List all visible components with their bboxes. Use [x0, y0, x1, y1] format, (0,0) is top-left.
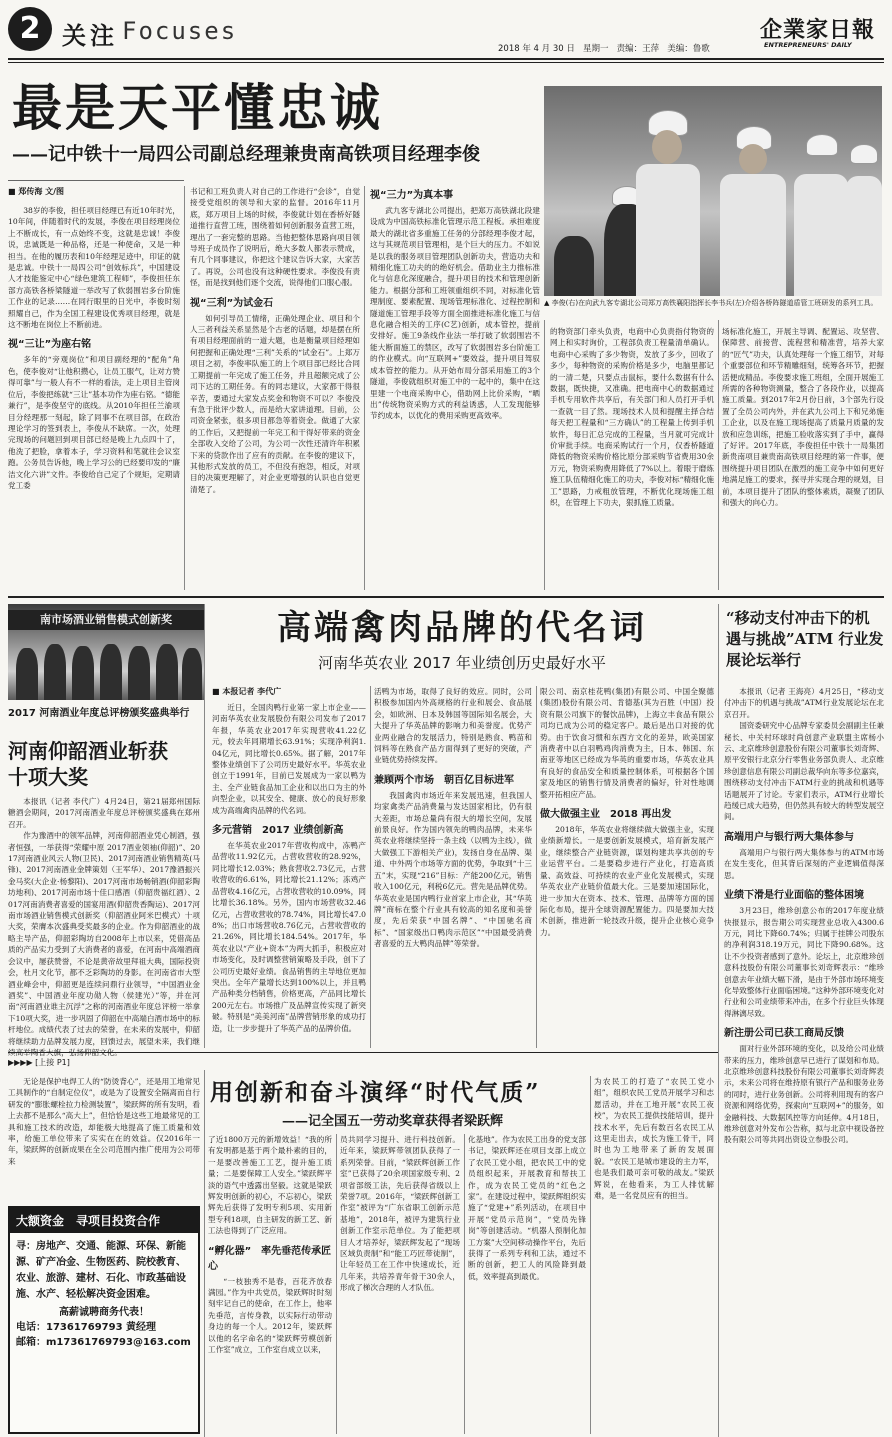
liquor-body [8, 796, 200, 1046]
labor-col-0 [8, 1076, 200, 1198]
poultry-col3-text: 限公司、南京桂花鸭(集团)有限公司、中国全聚德(集团)股份有限公司、肯德基(其为百胜（中国）投资有限公司旗下的餐饮品牌)，上海立丰食品有限公司均已成为公司的稳定客户。最后是出口对接的优势。由于饮食习惯和东西方文化的差异，欧美国家消费者中以白羽鸭鸡肉消费为主，日本、韩国、东南亚等地区已经成为华英的重要市场，华英农业具有良好的食品安全和质量控制体系，可根据各个国家及地区的销售行情及消费者的偏好，针对性地调整开拓相应产品。 [540, 687, 714, 799]
lead-subhead-3: 视“三力”为真本事 [370, 190, 454, 201]
labor-col2-text: 员共同学习提升、进行科技创新。近年来，梁跃辉带领团队获得了一系列荣誉。目前，“梁跃辉创新工作室”已获得了20余项国家级专利、2项省部级工法，先后获得省级以上荣誉7项。2016年，“梁跃辉创新工作室”被评为“广东省职工创新示范基地”，2018年，被评为建筑行业创新工作室示范单位。为了能把项目人才培养好，梁跃辉发起了“现场区域负责制”和“能工巧匠带徒制”，让年轻员工在工作中快速成长，近几年来，共培养青年骨干30余人，形成了梯次合理的人才队伍。 [340, 1135, 460, 1293]
ad-tagline: 高薪诚聘商务代表！ [59, 1307, 149, 1318]
shirt-shape [846, 176, 882, 296]
lead-byline: ■ 郑传海 文/图 [8, 187, 65, 196]
section-title-cn: 关注 [62, 22, 118, 50]
helmet-shape [806, 134, 838, 156]
newspaper-logo: 企業家日報 [760, 17, 876, 43]
byline-rule [8, 180, 184, 181]
atm-text-4: 面对行业外部环境的变化，以及给公司业绩带来的压力，维珍创意早已进行了谋划和布局。北京维珍创意科技股份有限公司董事长刘奇辉表示，未来公司将在维持原有银行产品和服务业务的同时，进行业务创新。公司将利用现有的客户资源和网络优势，探索向“互联网+”的服务，如金融科技、大数据风控等方向延伸。4月18日，维珍创意对外发布公告称，拟与北京中视设备控股有限公司等共同出资设立参股公司。 [724, 1044, 884, 1145]
person-shape [182, 648, 202, 700]
header-rule [8, 58, 884, 60]
column-rule [204, 604, 205, 1048]
labor-title: 用创新和奋斗演绎“时代气质” [210, 1079, 541, 1106]
atm-text-2: 高端用户与银行两大集体参与的ATM市场在发生变化，但其背后深刻的产业逻辑值得深思。 [724, 847, 884, 880]
column-rule [464, 1134, 465, 1434]
column-rule [204, 1070, 205, 1437]
shirt-shape [636, 164, 700, 296]
atm-title: “移动支付冲击下的机遇与挑战”ATM 行业发展论坛举行 [726, 609, 884, 669]
poultry-subhead-2: 兼顾两个市场 朝百亿目标进军 [374, 774, 514, 786]
liquor-award-photo [8, 604, 204, 700]
labor-col3-text: 化基地”。作为农民工出身的党支部书记，梁跃辉还在项目支部上成立了农民工党小组，把农民工中的党员组织起来，开展教育和帮扶工作，成为农民工党员的“红色之家”。在建设过程中，梁跃辉组织实施了“党建+”系列活动，在项目中开展“党员示范岗”，“党员先锋岗”等创建活动。“机器人预制化加工方案”大空间移动操作平台，先后获得了一系列专利和工法，通过不断的创新，把工人的风险降到最低，效率提高到最优。 [468, 1135, 586, 1281]
column-rule [364, 186, 365, 590]
liquor-text: 作为豫酒中的领军品牌，河南仰韶酒业凭心制酒，强者恒强，一举获得“荣耀中原 2017酒业领袖(仰韶)”、2017河南酒业风云人物(卫民)、2017河南酒业销售精英(马锋)、2017河南酒业金牌策划（王军华）、2017豫酒振兴金马奖(大企业·杨黎阳)、2017河南市场畅销酒(仰韶彩陶坊地利)、2017河南市场十佳口感酒（仰韶贵福红酒）、2017河南消费者喜爱的国宴用酒(仰韶贵香陶运)、2017河南市场酒业销售模式创新奖（仰韶酒业阿米巴模式）十项大奖，荣膺本次盛典受奖最多的企业。作为仰韶酒业的战略主导产品，仰韶彩陶坊自2008年上市以来，凭借高品质的产品实力受到了大消费者的喜爱，在河南中高端酒商会议中，屡获赞誉，不论是黄帝故里拜祖大典，国际投资会，杜月文化节，都不乏彩陶坊的身影。在河南省市大型酒业峰会中，仰韶更是连续问鼎行业领导，“中国酒业金酒奖”、中国酒业年度功勋人物（侯建光）”等，并在河南“河南酒业谁主沉浮”之称的河南酒业年度总评榜一举拿下10项大奖，进一步巩固了仰韶在中高端白酒市场中的标杆地位。成绩代表了过去的荣誉，在未来的发展中，仰韶将继续助力品牌发展力度，回馈过去，展望未来，我们继 [8, 831, 200, 1046]
section-title-en: Focuses [122, 17, 238, 45]
atm-subhead-1: 高端用户与银行两大集体参与 [724, 831, 854, 843]
poultry-col2-text-2: 我国禽肉市场近年来发展迅速，但我国人均家禽类产品消费量与发达国家相比，仍有很大差距，市场总量尚有很大的增长空间，发展前景良好。作为国内领先的鸭肉品牌，未来华英农业将继续坚持一条主线（以鸭为主线），做大做强工下游相关产业)，发扬自身在品牌、渠道、中外两个市场等方面的优势，争取到“十三五”末，实现“216”目标：产能200亿元，销售收入100亿元，利税6亿元。营先是品牌优势。华英农业是国内鸭行业首家上市企业，其“华英牌”商标在整个行业具有较高的知名度和美誉度，先后荣获“中国名牌”、“中国驰名商标”、“国家级出口鸭肉示范区”“中国最受消费者喜爱的五大鸭肉品牌”等荣誉。 [374, 790, 532, 949]
poultry-col-1 [212, 702, 366, 1048]
poultry-col3-text-2: 2018年，华英农业将继续做大做强主业，实现业绩新增长。一是要创新发展模式，培育新发展产业，继续整合产业链资源，谋划构建共享共创的专业运营平台。二是要稳步进行产业化，打造高质量、高效益、可持续的农业产业化发展模式，实现华英农业产业链价值最大化。三是要加速国际化，进一步加大在资本、技术、管理、品牌等方面的国际化布局，提升全球资源配置能力。四是要加大技术创新，推进新一轮技改升级，提升企业核心竞争力。 [540, 825, 714, 937]
poultry-col-2 [374, 686, 532, 1048]
atm-byline: 本报讯（记者 王海亮）4月25日，“移动支付冲击下的机遇与挑战”ATM行业发展论坛在北京召开。 [724, 687, 884, 719]
issue-weekday: 星期一 [582, 44, 609, 54]
section-rule [8, 1052, 718, 1053]
liquor-byline: 本报讯（记者 李代广）4月24日，第21届郑州国际糖酒会期间，2017河南酒业年度总评榜颁奖盛典在郑州召开。 [8, 797, 200, 829]
person-shape [100, 644, 122, 700]
lead-subhead-1: 视“三让”为座右铭 [8, 339, 92, 351]
shirt-shape [720, 174, 786, 296]
lead-col2-text: 书记和工班负责人对自己的工作进行“会诊”，自觉接受党组织的领导和大家的监督。2016年11月底，郑万项目上场的时候，李俊就计划在香桥好隧道推行直营工班，围绕着如何创新服务直营工班，理出了一套完整的思路。当他把整体思路向项目领导班子成员作了说明后，绝大多数人都表示赞成，有几个同事建议，你把这个建议告诉大家，大家苦了。再说，公司也没有这种硬性要求。李俊没有责怪，而是找到他们逐个交流，说得他们口服心服。 [190, 187, 360, 288]
head-shape [739, 144, 767, 174]
lead-title: 最是天平懂忠诚 [12, 78, 383, 137]
poultry-subhead-3: 做大做强主业 2018 再出发 [540, 809, 672, 821]
person-shape [128, 646, 150, 700]
poultry-title: 高端禽肉品牌的代名词 [277, 608, 647, 648]
header-meta [498, 42, 710, 54]
labor-col-4 [594, 1076, 714, 1432]
lead-col3-text: 武九客专湖北公司提出，把郑万高铁湖北段建设成为中国高铁标准化管理示范工程板。承担难度最大的湖北省多重施工任务的分部经理李俊才起，这与其规范项目管理相，是个巨大的压力。不如说是以我的服务项目管理团队创新功夫，营造功夫和精细化施工功夫的的绝好机会。借助业主力推标准化与信息化深度融合，提升项目的技术和管理创新能力。根据分部和工班领重组织不同，对标准化管理制度、要素配置、现场管理标准化、过程控制和隧道施工管理手段等方面全面推进标准化施工与信息化融合相关的工序(C艺)创新，成本管控，提前安排好。施工9条线作业法一举打破了软弱围岩不能大断面施工的禁区，改写了软弱围岩多台阶施工的作业模式。向“互联网+”要效益，提升项目驾驭成本管控的能力。从开始布局分部采用施工的3个隧道，李俊就组织对施工中的一起中的，集中在这里建一个电商采购中心，借助网上比价采购，“晒出”传统物资采购方式的利益诱惑，人工发现能够节约成本，以优化的费用采购更高效率。 [370, 206, 540, 421]
column-rule [718, 320, 719, 590]
labor-col-2 [340, 1134, 460, 1432]
atm-subhead-3: 新注册公司已获工商局反馈 [724, 1028, 844, 1040]
labor-col1-text: 了近1800万元的新增效益！“我的所有发明都是基于两个最朴素的目的，一是要改善施工工艺，提升施工质量；二是要保障工人安全。”梁跃辉平淡的语气中透露出坚毅。这就是梁跃辉发明创新的初心，不忘初心，梁跃辉先后获得了发明专利5项、实用新型专利18项，自主研发的新工艺、新工法也得到了广泛应用。 [208, 1135, 332, 1236]
atm-body [724, 686, 884, 1432]
poultry-col1-text-2: 在华英农业2017年营收构成中，冻鸭产品营收11.92亿元，占营收营收的28.92%，同比增长12.03%；熟食营收2.73亿元，占营收营收的6.61%，同比增长21.12%；冻鸡产品营收4.16亿元，占营收营收的10.09%，同比增长36.18%。另外，国内市场营收32.46亿元，占营收营收的78.74%，同比增长47.08%；出口市场营收8.76亿元，占营收营收的21.26%，同比增长184.54%。2017年，华英农业以“产业+资本”为两大抓手，积极应对市场变化，及时调整营销策略及手段，创下了公司历史最好业绩。食品销售的主导地位更加突出。全年产量增长达到100%以上，并且鸭产品种类分档销售，价格更高，产品同比增长200元左右。市场推广及品牌宣传实现了新突破。特别是“美美河南”品牌营销形象的成功打造，让一步步提升了华英产品的品牌价值。 [212, 841, 366, 1033]
labor-subhead-1: “孵化器” 率先垂范传承匠心 [208, 1245, 332, 1272]
person-shape [44, 644, 66, 700]
atm-subhead-2: 业绩下滑是行业面临的整体困境 [724, 890, 864, 902]
labor-col1-text-2: “一枝独秀不是春，百花齐放春满园。”作为中共党员，梁跃辉时时刻刻牢记自己的使命，在工作上，他率先垂范，言传身教，以实际行动带动身边的每一个人。2012年，梁跃辉以他的名字命名的“梁跃辉劳模创新工作室”成立，工作室自成立以来， [208, 1276, 332, 1355]
designer: 美编：鲁歌 [667, 44, 710, 54]
poultry-subtitle: 河南华英农业 2017 年业绩创历史最好水平 [318, 654, 606, 672]
column-rule [370, 686, 371, 1048]
poultry-subhead-1: 多元营销 2017 业绩创新高 [212, 825, 344, 837]
award-banner: 南市场酒业销售模式创新奖 [8, 610, 204, 630]
lead-subtitle: ——记中铁十一局四公司副总经理兼贵南高铁项目经理李俊 [12, 144, 480, 165]
person-shape [72, 646, 94, 700]
liquor-kicker: 2017 河南酒业年度总评榜颁奖盛典举行 [8, 708, 190, 719]
labor-col4-text: 为农民工的打造了“农民工党小组”，组织农民工党员开展学习和志愿活动，并在工地开展“农民工夜校”，为农民工提供技能培训，提升技术水平，先后有数百名农民工从这里走出去，成长为施工骨干，同时也为工地带来了新的发展面貌。“农民工是城市建设的主力军，也是我们最可亲可敬的战友。”梁跃辉说，在他看来，为工人排忧解难，是一名党员应有的担当。 [594, 1077, 714, 1201]
column-rule [336, 1134, 337, 1434]
continued-label: [上接 P1] [35, 1058, 70, 1067]
ad-email[interactable]: 邮箱：m17361769793@163.com [16, 1337, 191, 1348]
poultry-byline: ■ 本报记者 李代广 [212, 687, 282, 696]
column-rule [184, 186, 185, 590]
lead-photo [544, 86, 882, 296]
atm-text-3: 3月23日，维珍创意公布的2017年度业绩快报显示，报告期公司实现营业总收入4300.6万元，同比下降60.74%；归属于挂牌公司股东的净利润318.19万元，同比下降90.68%。这让不少投资者感到了意外。论坛上，北京维珍创意科技股份有限公司董事长刘奇辉表示：“维珍创意去年业绩大幅下滑，是由于外部市场环境变化导致整体行业面临困境。”这种外部环境变化对行业和公司业绩带来冲击，在多个行业巨头体现得淋漓尽致。 [724, 906, 884, 1018]
poultry-col-3 [540, 686, 714, 1048]
column-rule [590, 1076, 591, 1434]
newspaper-logo-en: ENTREPRENEURS' DAILY [764, 41, 852, 49]
lead-col1-text: 38岁的李俊，担任项目经理已有近10年时光，10年间，伴随着时代的发展，李俊在项目经理岗位上不断成长，有一点始终不变，这就是忠诚！李俊说，忠诚既是一种品格，还是一种使命，又是一种担当。在他的履历表和10年经理足迹中，印证的就是忠诚。中铁十一局四公司“创效标兵”，中国建设人才技能鉴定中心“绿色建筑工程师”，李俊担任东部方高铁各桥梁隧道一举改写了软弱围岩多台阶施工作业的记录……在同行眼里的日光中，李俊时刻照耀自己，作为全国工程建设优秀项目经理，就是这不断地在岗位上不断前进。 [8, 206, 180, 330]
ad-title: 大额资金 寻项目投资合作 [10, 1208, 198, 1233]
person-shape [156, 644, 178, 700]
lead-col-3 [370, 186, 540, 590]
play-icon: ▶▶▶▶ [8, 1058, 33, 1067]
lead-col-1 [8, 205, 180, 590]
editor: 责编：王萍 [616, 44, 660, 54]
person-shape [16, 648, 38, 700]
person-shape [554, 236, 594, 296]
poultry-col1-text: 近日，全国肉鸭行业第一家上市企业——河南华英农业发展股份有限公司发布了2017年报，华英农业2017年实现营收41.22亿元，较去年同期增长63.91%；实现净利润1.04亿元，同比增长0.65%。据了解，2017年整体业绩创下了公司历史最好水平。华英农业创立于1991年，目前已发展成为一家以鸭为主、全产业链食品加工企业和以出口为主的外向型企业，以其安全、健康、放心的良好形象成为高端禽肉品牌的代名词。 [212, 703, 366, 815]
lead-col-4 [550, 326, 714, 590]
continued-tag [8, 1057, 70, 1068]
lead-photo-caption: ▲ 李俊(右)在向武九客专湖北公司郑万高铁襄阳指挥长李书兵(左)介绍各桥阵隧道盾管工班研发的系列工具。 [544, 299, 878, 307]
header-rule-thin [8, 62, 884, 63]
lead-col1-text-2: 多年的“旁观岗位”和项目副经理的“配角”角色，使李俊对“让他积攒心，让员工服气，让对方赞得可靠”与一般人有不一样的看法，走上项目主管岗位后，李俊把练就“三让”基本功作为座右铭。“德能兼行”，是李俊坚守的底线。从2010年担任兰渝项目分经理那一刻起，除了同事不在项目部，在政治理论学习的签到表上，李俊从不缺席。一次，处理完现场的问题回到项目部已经是晚上九点四十了，他洗了把脸，拿着本子，学习资料和笔就往会议室跑。公务员告诉他，晚上学习公的已经要印发的“廉洁文化六讲”文件。李俊给自己定了个规矩，定期请党工委 [8, 355, 180, 490]
lead-col-2 [190, 186, 360, 590]
head-shape [652, 130, 682, 164]
helmet-shape [850, 144, 878, 164]
lead-col-5 [722, 326, 884, 590]
labor-col-3 [468, 1134, 586, 1432]
lead-col5-text: 场标准化施工，开展主导调、配置运、攻坚营、保障营、前接营、流程营和精准营，培养大家的“匠气”功夫，认真处理每一个施工细节，对每个重要部位和环节精雕细刻，统筹各环节，把握活便成精品。李俊要求施工班组，全面开展施工所需的各种物资测量，整合了各段作业，以提高施工质量。到2017年2月份日前，3个部先行设置了全员公司内外，并在武九公司上下和兄弟施工企业，以及在施工现场提高了质量月质量的发放和应急训练，把施工验收落实到了手中，赢得了好评。2017年底，李俊担任中铁十一局集团新贵南项目兼贵南高铁项目经理的第一件事，便围绕提升项目团队在激烈的施工竞争中如何更好地满足施工的要求，探寻并实现合理的规划，目前，本项目提升了团队的整体素质，凝聚了团队和强大的向心力。 [722, 327, 884, 508]
lead-col2-text-2: 如何引导员工情绪，正确处理企业、项目和个人三者利益关系显然是个古老的话题，却是摆在所有项目经理面前的一道大题，也是衡量项目经理如何把握和正确处理“三利”关系的“试金石”。上郑万项目之初，李俊率队施工的上个项目部已经比合同工期提前一年完成了施工任务，并且超额完成了公司下达的工期任务。有的同志建议，大家都干得很辛苦，要通过大家发点奖金和物资不可以？李俊没有急于批评少数人，而是给大家讲道理。目前，公司资金紧张，很多项目都急等着资金。做通了大家的工作后，又把提前一年完工和干得好带来的资金全部收入交给了公司，为公司一次性还清许年积累下来的贷款作出了应有的贡献。在李俊的建议下，其他形式发放的员工，不但没有抱怨，相反，对项目的决策更理解了，对企业更增强的认识也自觉更清楚了。 [190, 313, 360, 494]
lead-col4-text: 的物资部门牵头负责，电商中心负责指付物资的网上和实时询价，工程部负责工程量清单确认。电商中心采购了多少物资，发放了多少，回收了多少，每种物资的采购价格是多少，电脑里都记的一清二楚，只要点击鼠标，要什么数据有什么数据，既快捷，又准确。把电商中心的数据通过手机专用软件共享后，有关部门和人员打开手机一查就一目了然。现场技术人员和提醒主择合结每天把工程量和“三方确认”的工程量上传到手机软件，每日汇总完成的工程量，当月就可完成计价审批手续。电商采购试行一个月，仅香桥隧道降低的物资采购价格比原分部采购节省费用30余万元，物资采购费用降低了7%以上。着眼于磨炼施工队伍精细化施工的功夫，李俊对标“精细化施工”思路，力戒粗放管理，不断优化现场施工组织，在管理上下功夫，狠抓施工质量。 [550, 327, 714, 508]
ad-body: 寻：房地产、交通、能源、环保、新能源、矿产冶金、生物医药、院校教育、农业、旅游、建材、石化、市政基础设施、水产、轻松解决资金困难。 [16, 1241, 186, 1300]
poultry-col2-text: 活鸭为市场，取得了良好的效应。同时，公司积极参加国内外高规格的行业和展会、食品展会，如欧洲、日本及韩国等国际知名展会，大大提升了华英品牌的影响力和美誉度。优势产业两业融合的发展活力，特别是熟食、鸭苗和饲料等在熟食产品方面得到了更好的突破，产业链优势持续发挥。 [374, 687, 532, 765]
labor-col0-text: 无论是保护电焊工人的“防烫背心”，还是用工地常见工具制作的“自制定位仪”，或是为了设置安全隔离而自行研发的“膨胀螺栓拉力检测装置”，梁跃辉的所有发明，看上去都不是那么“高大上”，但恰恰是这些工地最常见的工具和施工技术的改造，却能极大地提高了施工质量和效率，给施工单位带来了实实在在的效益。仅2016年一年，梁跃辉的创新成果在全公司范围内推广使用为公司带来 [8, 1077, 200, 1166]
issue-date: 2018 年 4 月 30 日 [498, 44, 575, 54]
atm-text: 国资委研究中心品牌专家委员会副副主任兼秘长、中关村环球时尚创意产业联盟主席杨小云、北京维珍创意股份有限公司董事长刘奇辉、原平安银行北京分行零售业务部负责人、北京维珍创意信息有限公司副总裁华向东等多位嘉宾，围绕移动支付冲击下ATM行业的挑战和机遇等话题展开了讨论。专家们表示，ATM行业增长趋缓已成大趋势，但仍然具有较大的转型发展空间。 [724, 721, 884, 822]
labor-col-1 [208, 1134, 332, 1432]
investment-ad [8, 1206, 200, 1434]
section-rule [8, 596, 884, 598]
column-rule [544, 320, 545, 590]
column-rule [536, 686, 537, 1048]
lead-subhead-2: 视“三利”为试金石 [190, 297, 274, 309]
page-number: 2 [19, 11, 41, 46]
labor-subtitle: ——记全国五一劳动奖章获得者梁跃辉 [282, 1114, 504, 1129]
column-rule [718, 604, 719, 1437]
ad-phone[interactable]: 电话：17361769793 黄经理 [16, 1322, 157, 1333]
shirt-shape [794, 174, 848, 296]
liquor-title: 河南仰韶酒业斩获十项大奖 [8, 739, 168, 789]
